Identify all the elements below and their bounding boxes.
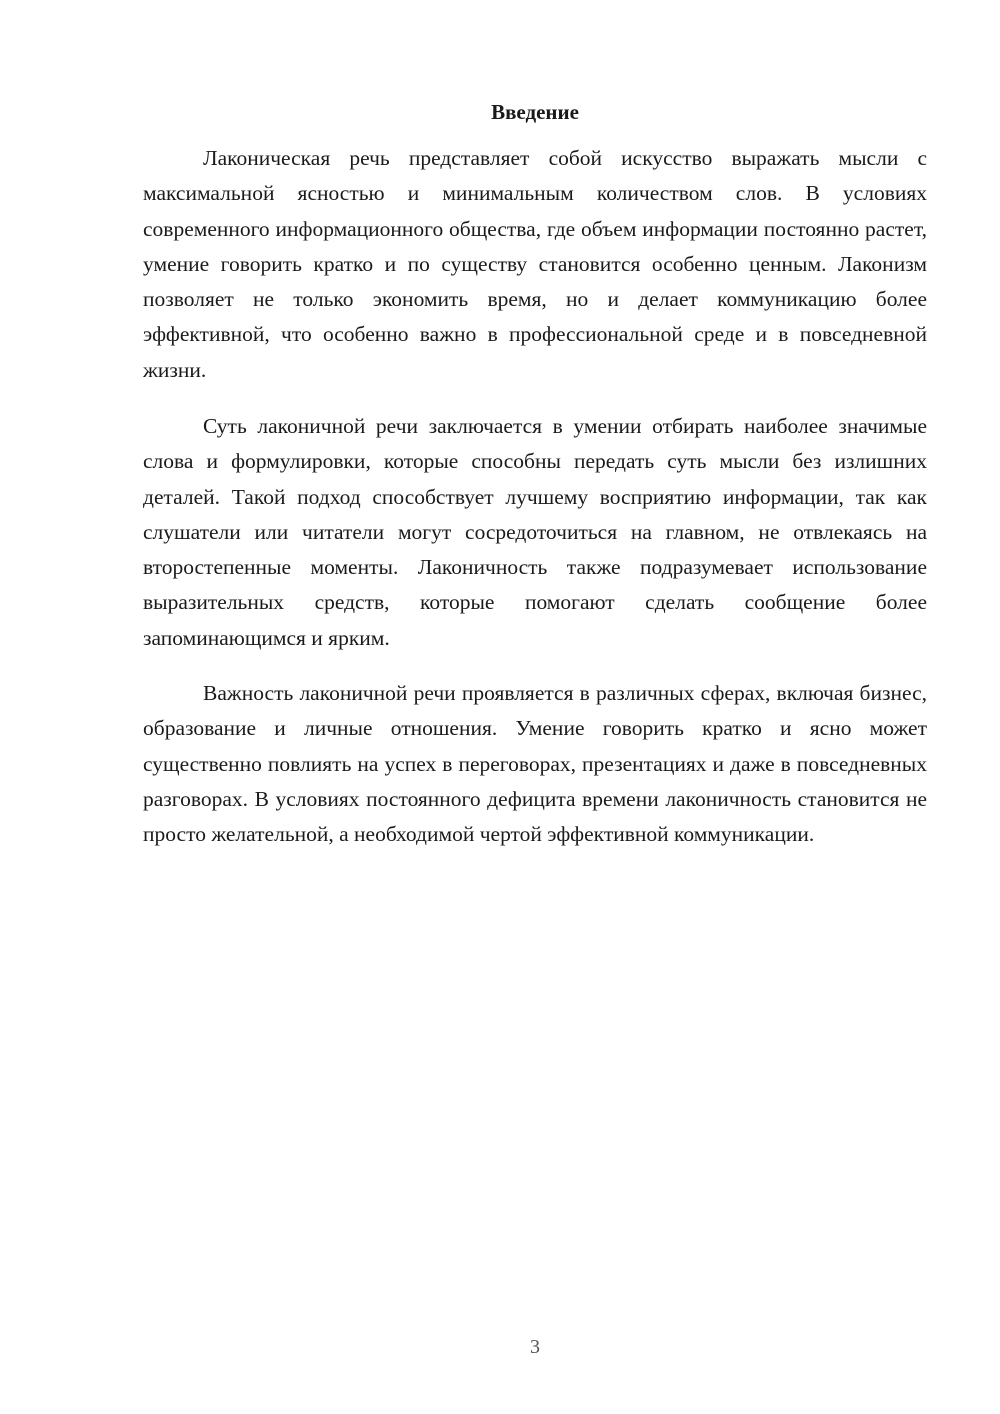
paragraph-3: Важность лаконичной речи проявляется в различных сферах, включая бизнес, образование и личные отношения. Умение говорить кратко и ясно может существенно повлиять на успех в переговорах, презентациях и даже в повседневных разговорах. В условиях постоянного дефицита времени лаконичность становится не просто желательной, а необходимой чертой эффективной коммуникации. xyxy=(143,681,927,847)
paragraph-2: Суть лаконичной речи заключается в умении отбирать наиболее значимые слова и формулировки, которые способны передать суть мысли без излишних деталей. Такой подход способствует лучшему восприятию информации, так как слушатели или читатели могут сосредоточиться на главном, не отвлекаясь на второстепенные моменты. Лаконичность также подразумевает использование выразительных средств, которые помогают сделать сообщение более запоминающимся и ярким. xyxy=(143,414,927,650)
section-heading: Введение xyxy=(491,100,579,124)
page-number: 3 xyxy=(530,1336,540,1358)
paragraph-1: Лаконическая речь представляет собой искусство выражать мысли с максимальной ясностью и минимальным количеством слов. В условиях современного информационного общества, где объем информации постоянно растет, умение говорить кратко и по существу становится особенно ценным. Лаконизм позволяет не только экономить время, но и делает коммуникацию более эффективной, что особенно важно в профессиональной среде и в повседневной жизни. xyxy=(143,146,927,382)
